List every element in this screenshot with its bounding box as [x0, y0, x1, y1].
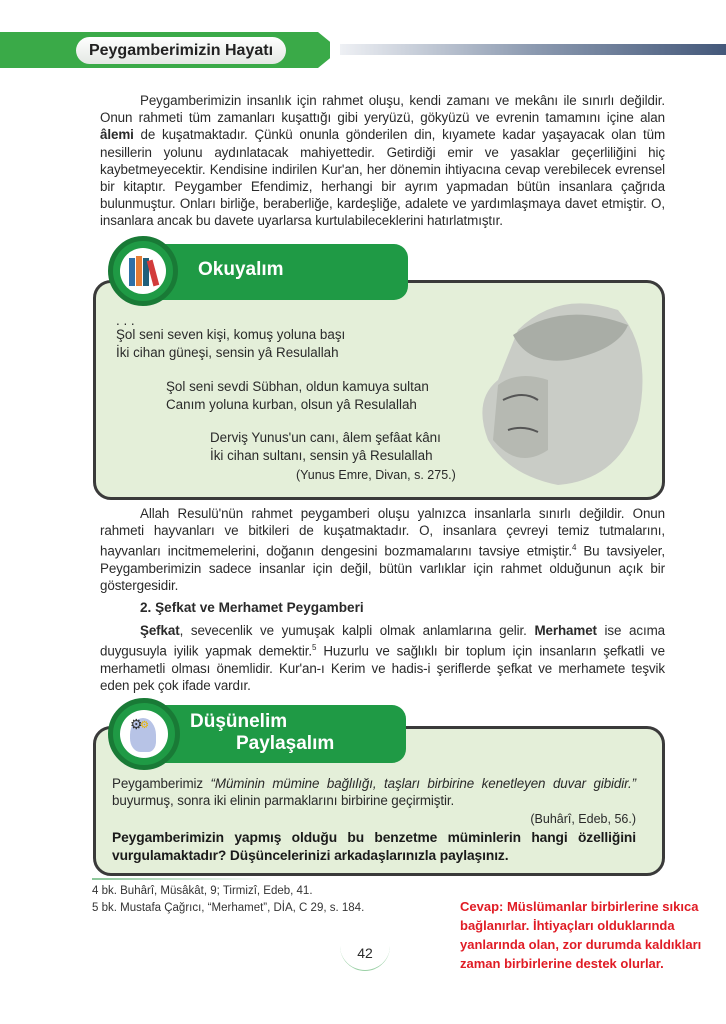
verse-line: İki cihan sultanı, sensin yâ Resulallah [210, 447, 433, 463]
answer-note: Cevap: Müslümanlar birbirlerine sıkıca bağlanırlar. İhtiyaçları olduklarında yanlarında olan, zor durumda kaldıkları zaman birbirlerine destek olurlar. [460, 899, 702, 971]
hadith-paragraph [112, 775, 636, 809]
dusunelim-title: Düşünelim [190, 711, 288, 732]
paragraph-3 [100, 622, 665, 694]
thinking-head-icon: ⚙ ⚙ [120, 710, 168, 758]
footnote-ref: 5 [312, 643, 317, 653]
verse-line: Şol seni seven kişi, komuş yoluna başı [116, 327, 346, 342]
footnote: 4 bk. Buhârî, Müsâkât, 9; Tirmizî, Edeb, 41. [92, 885, 313, 897]
verse-line: Şol seni sevdi Sübhan, oldun kamuya sultan [166, 379, 429, 394]
bold-term: Şefkat [140, 623, 180, 638]
text: de kuşatmaktadır. Çünkü onunla gönderilen din, kıyamete kadar yaşayacak olan tüm nesillerin yolunu aydınlatacak mahiyettedir. Getirdiği emir ve yasaklar geçerliliğini hiç kaybetmeyecektir. Kendisine indirilen Kur'an, her dönemin ihtiyacına cevap verebilecek evrensel bir kitaptır. Peygamber Efendimiz, herhangi bir ayrım yapmadan bütün insanlara çağrıda bulunmuştur. Onları birliğe, beraberliğe, kardeşliğe, adalete ve yardımlaşmaya davet etmiştir. O, insanlara ancak bu davete uyarlarsa kurtulabileceklerini hatırlatmıştır. [100, 127, 665, 229]
yunus-emre-portrait [468, 290, 658, 490]
verse-2 [166, 378, 429, 413]
footnote-ref: 4 [571, 543, 577, 553]
hadith-quote: “Müminin mümine bağlılığı, taşları birbirine kenetleyen duvar gibidir.” [210, 776, 636, 791]
okuyalim-tab [140, 244, 408, 300]
verse-3 [210, 429, 441, 464]
text: Peygamberimizin insanlık için rahmet oluşu, kendi zamanı ve mekânı ile sınırlı değildir. Onun rahmeti tüm zamanları kuşattığı gibi yeryüzü, gökyüzü ve evrenin tamamını içine alan [100, 93, 665, 126]
text: Huzurlu ve sağlıklı bir toplum için insanların şefkatli ve merhametli olması önemlidir. Kur'an-ı Kerim ve hadis-i şeriflerde şefkat ve merhamete teşvik eden pek çok ifade vardır. [100, 643, 666, 694]
text: Allah Resulü'nün rahmet peygamberi oluşu yalnızca insanlarla sınırlı değildir. Onun rahmeti hayvanları ve bitkileri de kuşatmaktadır. O, insanlara çevreyi temiz tutmalarını, hayvanları incitmemelerini, doğanın dengesini bozmamalarını tavsiye etmiştir. [100, 506, 665, 559]
footnotes [92, 883, 364, 917]
text: buyurmuş, sonra iki elinin parmaklarını birbirine geçirmiştir. [112, 793, 455, 809]
footnote-rule [92, 878, 272, 880]
verse-1 [116, 326, 345, 361]
paylasalim-title: Paylaşalım [236, 733, 335, 754]
intro-paragraph [100, 92, 665, 230]
paragraph-2 [100, 505, 665, 594]
header-rule [340, 44, 726, 55]
okuyalim-title: Okuyalım [198, 259, 284, 280]
hadith-source: (Buhârî, Edeb, 56.) [530, 812, 636, 826]
verse-source: (Yunus Emre, Divan, s. 275.) [296, 468, 456, 482]
verse-line: Canım yoluna kurban, olsun yâ Resulallah [166, 396, 417, 412]
footnote: 5 bk. Mustafa Çağrıcı, “Merhamet”, DİA, C 29, s. 184. [92, 902, 365, 914]
text: Peygamberimiz [112, 776, 211, 791]
text: ise acıma duygusuyla iyilik yapmak demektir. [100, 623, 665, 659]
chapter-title: Peygamberimizin Hayatı [76, 37, 286, 64]
verse-line: Derviş Yunus'un canı, âlem şefâat kânı [210, 430, 441, 445]
books-icon-circle [108, 236, 178, 306]
verse-line: İki cihan güneşi, sensin yâ Resulallah [116, 344, 339, 360]
page-number: 42 [340, 942, 390, 971]
section-heading: 2. Şefkat ve Merhamet Peygamberi [140, 600, 364, 615]
bold-term: âlemi [100, 127, 134, 143]
thinking-head-icon-circle [108, 698, 180, 770]
text: Bu tavsiyeler, Peygamberimizin sadece insanlar için değil, bütün varlıklar için rahmet olduğunun açık bir göstergesidir. [100, 543, 665, 594]
books-icon [120, 248, 166, 294]
bold-term: Merhamet [534, 623, 597, 638]
discussion-question: Peygamberimizin yapmış olduğu bu benzetme müminlerin hangi özelliğini vurgulamaktadır? Düşüncelerinizi arkadaşlarınızla paylaşınız. [112, 830, 636, 863]
text: , sevecenlik ve yumuşak kalpli olmak anlamlarına gelir. [179, 623, 535, 638]
ellipsis: . . . [116, 313, 135, 328]
